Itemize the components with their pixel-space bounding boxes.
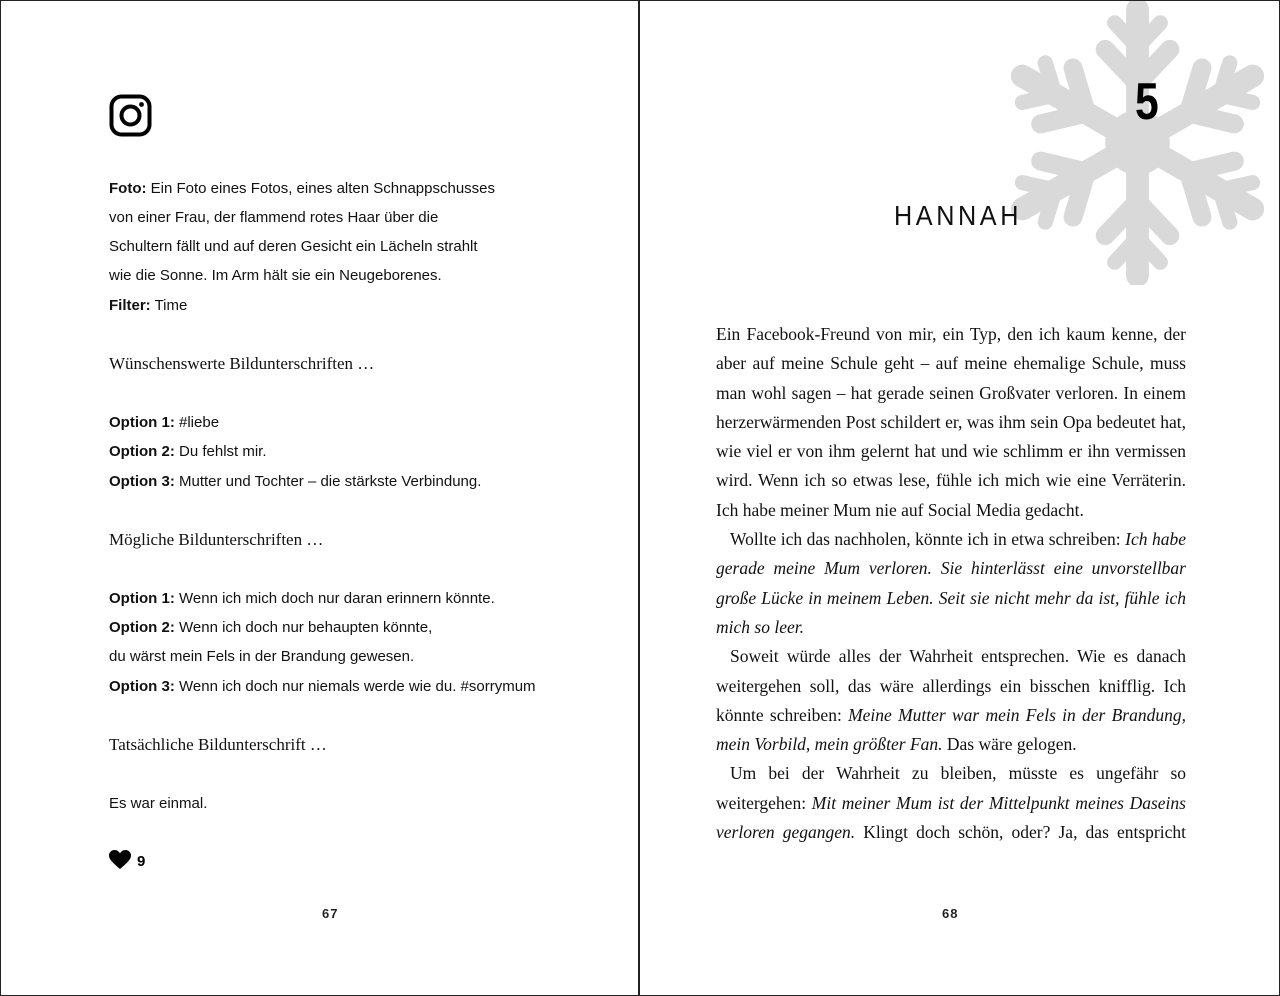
italic-text: Mit meiner Mum ist der Mittelpunkt meines Daseins verloren gegangen. [716, 792, 1186, 843]
possible-option [109, 678, 536, 695]
possible-option-continuation [109, 648, 414, 665]
photo-description-line: wie die Sonne. Im Arm hält sie ein Neugeborenes. [109, 267, 442, 284]
option-text: #liebe [174, 414, 220, 431]
italic-text: Meine Mutter war mein Fels in der Brandung, mein Vorbild, mein größter Fan. [716, 704, 1186, 755]
option-label: Option 1: [109, 590, 175, 607]
body-text-run: Klingt doch schön, oder? Ja, das entspricht [855, 822, 1186, 843]
photo-description-line: Schultern fällt und auf deren Gesicht ein Lächeln strahlt [109, 238, 478, 255]
filter-value: Time [150, 297, 188, 314]
page-number-right: 68 [942, 906, 959, 921]
chapter-title: HANNAH [894, 200, 1023, 231]
desired-captions-heading: Wünschenswerte Bildunterschriften … [109, 354, 375, 373]
body-paragraph [716, 759, 1186, 847]
actual-caption-heading: Tatsächliche Bildunterschrift … [109, 735, 327, 754]
possible-option [109, 619, 432, 636]
desired-option [109, 414, 219, 431]
like-count: 9 [137, 853, 146, 870]
filter-line [109, 297, 187, 314]
option-text: Mutter und Tochter – die stärkste Verbindung. [174, 473, 482, 490]
option-text: Wenn ich doch nur niemals werde wie du. #sorrymum [174, 678, 536, 695]
snowflake-icon [995, 0, 1280, 285]
photo-description-line: von einer Frau, der flammend rotes Haar über die [109, 209, 439, 226]
instagram-icon [109, 94, 152, 137]
body-paragraph [716, 642, 1186, 759]
photo-description-line [109, 180, 495, 197]
option-text: Du fehlst mir. [174, 443, 267, 460]
possible-option [109, 590, 495, 607]
option-label: Option 2: [109, 443, 175, 460]
desired-option [109, 443, 267, 460]
body-paragraph [716, 525, 1186, 642]
right-page [640, 0, 1280, 996]
filter-label: Filter: [109, 297, 151, 314]
option-text: Wenn ich mich doch nur daran erinnern könnte. [174, 590, 495, 607]
actual-caption: Es war einmal. [109, 795, 208, 812]
body-text-run: Soweit würde alles der Wahrheit entsprechen. Wie es danach weitergehen soll, das wäre allerdings ein bisschen knifflig. Ich könnte schreiben: [716, 646, 1186, 725]
option-label: Option 1: [109, 414, 175, 431]
option-label: Option 3: [109, 473, 175, 490]
italic-text: Ich habe gerade meine Mum verloren. Sie hinterlässt eine unvorstellbar große Lücke in meinem Leben. Seit sie nicht mehr da ist, fühle ich mich so leer. [716, 529, 1186, 637]
page-number-left: 67 [322, 906, 339, 921]
body-paragraph [716, 320, 1186, 525]
option-text: du wärst mein Fels in der Brandung gewesen. [109, 648, 415, 665]
body-text-run: Um bei der Wahrheit zu bleiben, müsste es ungefähr so weitergehen: [716, 763, 1186, 813]
possible-captions-heading: Mögliche Bildunterschriften … [109, 530, 324, 549]
desired-option [109, 473, 481, 490]
body-text-run: Das wäre gelogen. [942, 734, 1077, 755]
heart-icon [109, 850, 131, 870]
photo-label: Foto: [109, 180, 147, 197]
option-label: Option 2: [109, 619, 175, 636]
chapter-number: 5 [1135, 73, 1159, 131]
chapter-body-text [716, 320, 1186, 847]
body-text-run: Ein Facebook-Freund von mir, ein Typ, den ich kaum kenne, der aber auf meine Schule geht – auf meine ehemalige Schule, muss man wohl sagen – hat gerade seinen Großvater verloren. In einem herzerwärmenden Post schildert er, was ihm sein Opa bedeutet hat, wie viel er von ihm gelernt hat und wie schlimm er ihn vermissen wird. Wenn ich so etwas lese, fühle ich mich wie eine Verräterin. Ich habe meiner Mum nie auf Social Media gedacht. [716, 324, 1186, 520]
option-text: Wenn ich doch nur behaupten könnte, [174, 619, 433, 636]
body-text-run: Wollte ich das nachholen, könnte ich in etwa schreiben: [730, 529, 1126, 550]
option-label: Option 3: [109, 678, 175, 695]
photo-text: Ein Foto eines Fotos, eines alten Schnappschusses [146, 180, 496, 197]
page-gutter [638, 0, 640, 996]
